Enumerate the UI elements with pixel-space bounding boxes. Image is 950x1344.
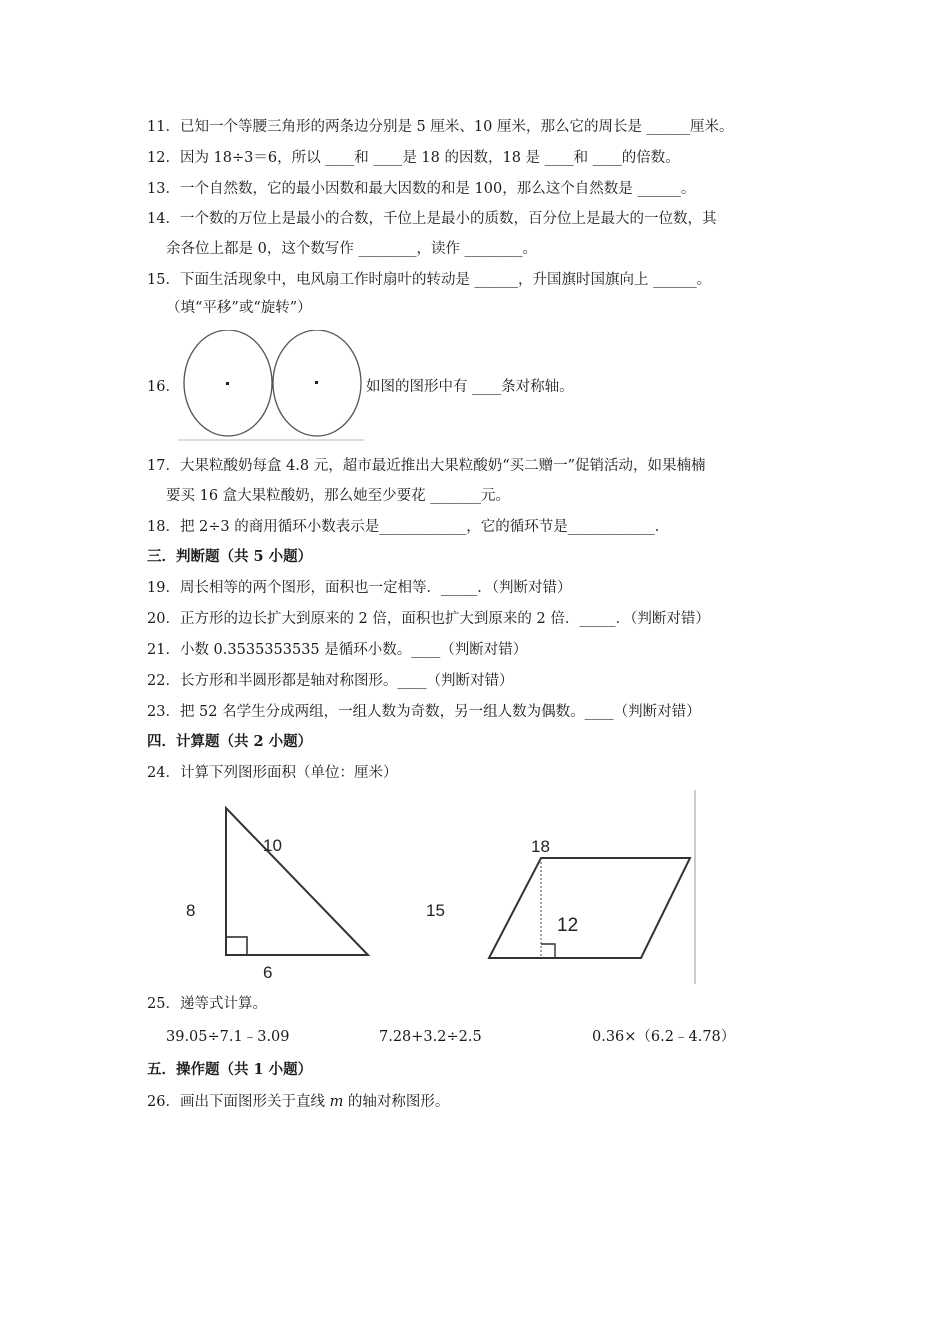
- triangle-hyp-label: 10: [263, 836, 282, 855]
- question-24: 24．计算下列图形面积（单位：厘米）: [147, 765, 398, 781]
- question-11: 11．已知一个等腰三角形的两条边分别是 5 厘米、10 厘米，那么它的周长是 ______厘米。: [147, 119, 734, 135]
- area-figures: [170, 790, 710, 986]
- parallelogram-shape: [489, 858, 690, 958]
- question-12: 12．因为 18÷3＝6，所以 ____和 ____是 18 的因数，18 是 ____和 ____的倍数。: [147, 150, 680, 166]
- expression-3: 0.36×（6.2﹣4.78）: [592, 1029, 736, 1045]
- parallelogram-height-label: 12: [557, 915, 579, 936]
- question-26-suffix: 的轴对称图形。: [343, 1094, 450, 1110]
- question-23: 23．把 52 名学生分成两组，一组人数为奇数，另一组人数为偶数。____（判断对错）: [147, 704, 701, 720]
- expression-2: 7.28+3.2÷2.5: [379, 1029, 482, 1045]
- parallelogram-top-label: 18: [531, 837, 550, 856]
- question-14-line1: 14．一个数的万位上是最小的合数，千位上是最小的质数，百分位上是最大的一位数，其: [147, 211, 717, 227]
- parallelogram-side-label: 15: [426, 901, 445, 920]
- question-15-line1: 15．下面生活现象中，电风扇工作时扇叶的转动是 ______，升国旗时国旗向上 ______。: [147, 272, 712, 288]
- question-17-line1: 17．大果粒酸奶每盒 4.8 元，超市最近推出大果粒酸奶“买二赠一”促销活动，如果楠楠: [147, 458, 706, 474]
- question-13: 13．一个自然数，它的最小因数和最大因数的和是 100，那么这个自然数是 ______。: [147, 181, 696, 197]
- right-center-dot: [315, 381, 318, 384]
- parallelogram-figure: [426, 837, 690, 958]
- section-5-heading: 五．操作题（共 1 小题）: [147, 1061, 313, 1078]
- question-18: 18．把 2÷3 的商用循环小数表示是____________，它的循环节是____________．: [147, 519, 670, 535]
- line-m-symbol: m: [329, 1094, 344, 1110]
- question-26: [147, 1092, 449, 1112]
- triangle-base-label: 6: [263, 963, 273, 982]
- triangle-height-label: 8: [186, 901, 196, 920]
- question-16-text: 如图的图形中有 ____条对称轴。: [366, 379, 574, 395]
- section-4-heading: 四．计算题（共 2 小题）: [147, 733, 313, 750]
- expression-1: 39.05÷7.1﹣3.09: [166, 1029, 290, 1045]
- right-triangle-figure: [186, 808, 368, 982]
- question-14-line2: 余各位上都是 0，这个数写作 ________，读作 ________。: [166, 241, 538, 257]
- triangle-shape: [226, 808, 368, 955]
- question-26-prefix: 26．画出下面图形关于直线: [147, 1094, 330, 1110]
- question-17-line2: 要买 16 盒大果粒酸奶，那么她至少要花 _______元。: [166, 488, 511, 504]
- section-3-heading: 三．判断题（共 5 小题）: [147, 548, 313, 565]
- two-circles-figure: [176, 330, 366, 442]
- question-20: 20．正方形的边长扩大到原来的 2 倍，面积也扩大到原来的 2 倍．_____．（判断对错）: [147, 611, 710, 627]
- height-right-angle-mark: [541, 944, 555, 958]
- left-center-dot: [226, 382, 229, 385]
- question-19: 19．周长相等的两个图形，面积也一定相等．_____．（判断对错）: [147, 580, 572, 596]
- right-angle-mark: [226, 937, 247, 955]
- question-16-number: 16．: [147, 379, 180, 395]
- question-22: 22．长方形和半圆形都是轴对称图形。____（判断对错）: [147, 673, 514, 689]
- question-21: 21．小数 0.3535353535 是循环小数。____（判断对错）: [147, 642, 528, 658]
- question-15-line2: （填“平移”或“旋转”）: [166, 300, 312, 316]
- question-25: 25．递等式计算。: [147, 996, 267, 1012]
